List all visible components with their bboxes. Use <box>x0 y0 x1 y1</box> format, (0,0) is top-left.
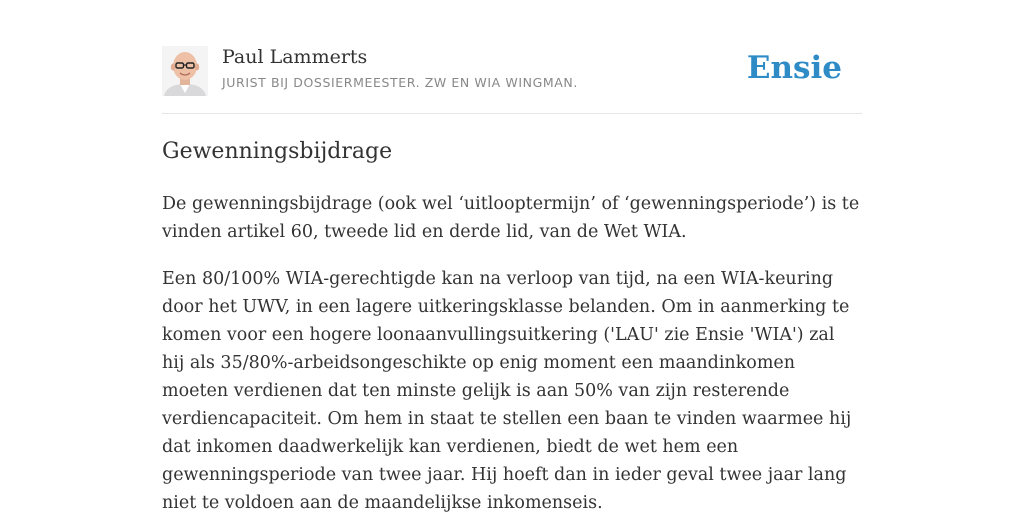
paragraph: De gewenningsbijdrage (ook wel ‘uitlooptermijn’ of ‘gewenningsperiode’) is te vinden artikel 60, tweede lid en derde lid, van de Wet WIA. <box>162 194 860 242</box>
author-header <box>162 44 862 114</box>
author-avatar[interactable] <box>162 46 208 96</box>
article-body <box>162 190 862 512</box>
article-title: Gewenningsbijdrage <box>162 139 393 164</box>
author-bio: JURIST BIJ DOSSIERMEESTER. ZW EN WIA WINGMAN. <box>222 75 578 90</box>
paragraph: Een 80/100% WIA-gerechtigde kan na verloop van tijd, na een WIA-keuring door het UWV, in een lagere uitkeringsklasse belanden. Om in aanmerking te komen voor een hogere loonaanvullingsuitkering ('LAU' zie Ensie 'WIA') zal hij als 35/80%-arbeidsongeschikte op enig moment een maandinkomen moeten verdienen dat ten minste gelijk is aan 50% van zijn resterende verdiencapaciteit. Om hem in staat te stellen een baan te vinden waarmee hij dat inkomen daadwerkelijk kan verdienen, biedt de wet hem een gewenningsperiode van twee jaar. Hij hoeft dan in ieder geval twee jaar lang niet te voldoen aan de maandelijkse inkomenseis. <box>162 269 852 512</box>
author-name[interactable]: Paul Lammerts <box>222 46 368 68</box>
ensie-logo[interactable]: Ensie <box>746 50 842 86</box>
author-photo-icon <box>162 46 208 96</box>
header-divider <box>162 113 862 114</box>
